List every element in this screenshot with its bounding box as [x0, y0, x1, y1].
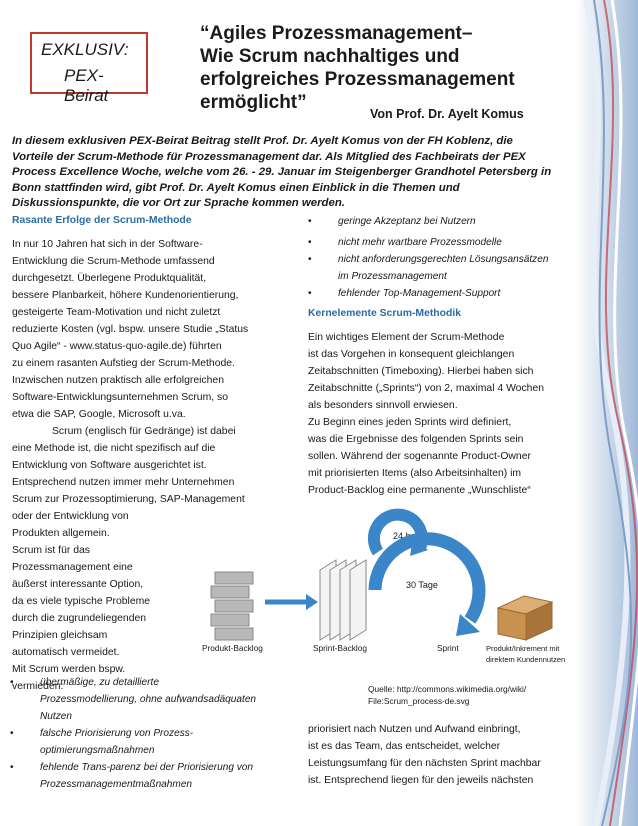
list-item	[308, 285, 588, 302]
left-text-line: Scrum zur Prozessoptimierung, SAP-Management	[12, 494, 245, 505]
right-text-line: ist es das Team, das entscheidet, welcher	[308, 741, 501, 752]
bullet-text: • falsche Priorisierung von Prozess-	[40, 728, 194, 739]
image-caption	[368, 683, 568, 707]
left-text-line: reduzierte Kosten (vgl. bspw. unsere Studie „Status	[12, 324, 249, 335]
right-bullet-list	[308, 213, 588, 302]
left-bullet-list	[40, 674, 310, 793]
right-text-line: sollen. Während der sogenannte Product-Owner	[308, 451, 531, 462]
left-text-line: durch die zugrundeliegenden	[12, 613, 147, 624]
right-text-line: priorisiert nach Nutzen und Aufwand einbringt,	[308, 724, 521, 735]
decorative-wave-border	[576, 0, 638, 826]
title-line: Wie Scrum nachhaltiges und	[200, 46, 460, 67]
right-text-line: als besonders sinnvoll erwiesen.	[308, 400, 458, 411]
list-item	[10, 759, 310, 793]
left-text-line: oder der Entwicklung von	[12, 511, 129, 522]
label-product-backlog: Produkt-Backlog	[202, 643, 263, 653]
list-item	[10, 674, 310, 725]
label-increment-2: direktem Kundennutzen	[486, 655, 566, 664]
right-text-line: mit priorisierten Items (also Arbeitsinhalten) im	[308, 468, 522, 479]
right-text-line: ist das Vorgehen in konsequent gleichlangen	[308, 349, 515, 360]
bullet-text: • geringe Akzeptanz bei Nutzern	[338, 216, 476, 227]
left-text-line: etwa die SAP, Google, Microsoft u.va.	[12, 409, 186, 420]
left-text-line: Prozessmanagement eine	[12, 562, 133, 573]
right-text-line: Zeitabschnitte („Sprints“) von 2, maximal 4 Wochen	[308, 383, 544, 394]
bullet-text: • nicht mehr wartbare Prozessmodelle	[338, 237, 502, 248]
bullet-text: Nutzen	[40, 711, 72, 722]
arrow-head-icon	[306, 594, 318, 610]
left-heading: Rasante Erfolge der Scrum-Methode	[12, 215, 192, 226]
left-text-line: zu einem rasanten Aufstieg der Scrum-Methode.	[12, 358, 235, 369]
left-text-line: In nur 10 Jahren hat sich in der Software-	[12, 239, 203, 250]
bullet-text: • übermäßige, zu detaillierte	[40, 677, 159, 688]
right-text-line: ist. Entsprechend liegen für den jeweils nächsten	[308, 775, 534, 786]
left-text-line: Scrum ist für das	[12, 545, 90, 556]
left-text-line: Entsprechend nutzen immer mehr Unternehmen	[12, 477, 235, 488]
right-text-line: was die Ergebnisse des folgenden Sprints sein	[308, 434, 524, 445]
scrum-process-diagram	[180, 490, 580, 670]
author-byline: Von Prof. Dr. Ayelt Komus	[370, 107, 524, 121]
product-increment-box	[498, 596, 552, 640]
left-text-line: Produkten allgemein.	[12, 528, 110, 539]
right-text-line: Product-Backlog eine permanente „Wunschliste“	[308, 485, 531, 496]
left-text-line: Mit Scrum werden bspw.	[12, 664, 126, 675]
left-text-line: automatisch vermeidet.	[12, 647, 120, 658]
product-backlog-stack	[211, 572, 253, 640]
list-item	[308, 234, 588, 251]
bullet-text: • nicht anforderungsgerechten Lösungsansätzen	[338, 254, 549, 265]
label-30-days: 30 Tage	[406, 580, 438, 590]
right-heading: Kernelemente Scrum-Methodik	[308, 308, 462, 319]
label-sprint: Sprint	[437, 643, 459, 653]
label-sprint-backlog: Sprint-Backlog	[313, 643, 367, 653]
left-text-line: äußerst interessante Option,	[12, 579, 144, 590]
bullet-text: Prozessmodellierung, ohne aufwandsadäquaten	[40, 694, 257, 705]
title-line: ermöglicht”	[200, 92, 307, 113]
caption-line: File:Scrum_process-de.svg	[368, 696, 470, 706]
left-text-line: Entwicklung von Software ausgerichtet ist.	[12, 460, 207, 471]
bullet-text: im Prozessmanagement	[338, 271, 447, 282]
right-column-continued	[308, 721, 578, 789]
left-text-line: eine Methode ist, die nicht spezifisch auf die	[12, 443, 216, 454]
label-24h: 24 h	[393, 531, 411, 541]
left-text-line: Quo Agile“ - www.status-quo-agile.de) führten	[12, 341, 222, 352]
right-text-line: Leistungsumfang für den nächsten Sprint machbar	[308, 758, 541, 769]
sprint-backlog-cards	[320, 560, 366, 640]
exklusiv-badge	[30, 32, 148, 105]
right-text-line: Zeitabschnitten (Timeboxing). Hierbei haben sich	[308, 366, 534, 377]
left-text-line: vermieden:	[12, 681, 64, 692]
left-text-line: bessere Planbarkeit, höhere Kundenorientierung,	[12, 290, 239, 301]
left-text-line: gesteigerte Team-Motivation und nicht zuletzt	[12, 307, 221, 318]
right-text-line: Zu Beginn eines jeden Sprints wird definiert,	[308, 417, 512, 428]
left-text-line: Entwicklung die Scrum-Methode umfassend	[12, 256, 215, 267]
left-text-line: Prinzipien gleichsam	[12, 630, 108, 641]
title-line: “Agiles Prozessmanagement–	[200, 23, 473, 44]
badge-line-2: PEX-Beirat	[64, 66, 109, 105]
right-column	[308, 305, 578, 499]
right-text-line: Ein wichtiges Element der Scrum-Methode	[308, 332, 505, 343]
title-line: erfolgreiches Prozessmanagement	[200, 69, 515, 90]
left-text-line: Inzwischen nutzen praktisch alle erfolgreichen	[12, 375, 224, 386]
bullet-text: optimierungsmaßnahmen	[40, 745, 155, 756]
list-item	[308, 213, 588, 230]
caption-line: Quelle: http://commons.wikimedia.org/wiki/	[368, 684, 527, 694]
list-item	[10, 725, 310, 759]
left-text-line: durchgesetzt. Überlegene Produktqualität,	[12, 273, 207, 284]
bullet-text: • fehlende Trans-parenz bei der Priorisierung von	[40, 762, 254, 773]
article-title	[200, 22, 515, 114]
bullet-text: Prozessmanagementmaßnahmen	[40, 779, 193, 790]
bullet-text: • fehlender Top-Management-Support	[338, 288, 501, 299]
left-text-line: Software-Entwicklungsunternehmen Scrum, so	[12, 392, 228, 403]
left-text-line: Scrum (englisch für Gedränge) ist dabei	[52, 426, 236, 437]
label-increment-1: Produkt/Inkrement mit	[486, 644, 560, 653]
left-text-line: da es viele typische Probleme	[12, 596, 151, 607]
badge-line-1: EXKLUSIV:	[41, 40, 129, 59]
list-item	[308, 251, 588, 285]
lead-paragraph: In diesem exklusiven PEX-Beirat Beitrag stellt Prof. Dr. Ayelt Komus von der FH Koblenz, die Vorteile der Scrum-Methode für Prozessmanagement dar. Als Mitglied des Fachbeirats der PEX Process Excellence Woche, welche vom 26. - 29. Januar im Steigenberger Grandhotel Petersberg in Bonn stattfinden wird, gibt Prof. Dr. Ayelt Komus einen Einblick in die Themen und Diskussionspunkte, die vor Ort zur Sprache kommen werden.	[12, 135, 552, 209]
